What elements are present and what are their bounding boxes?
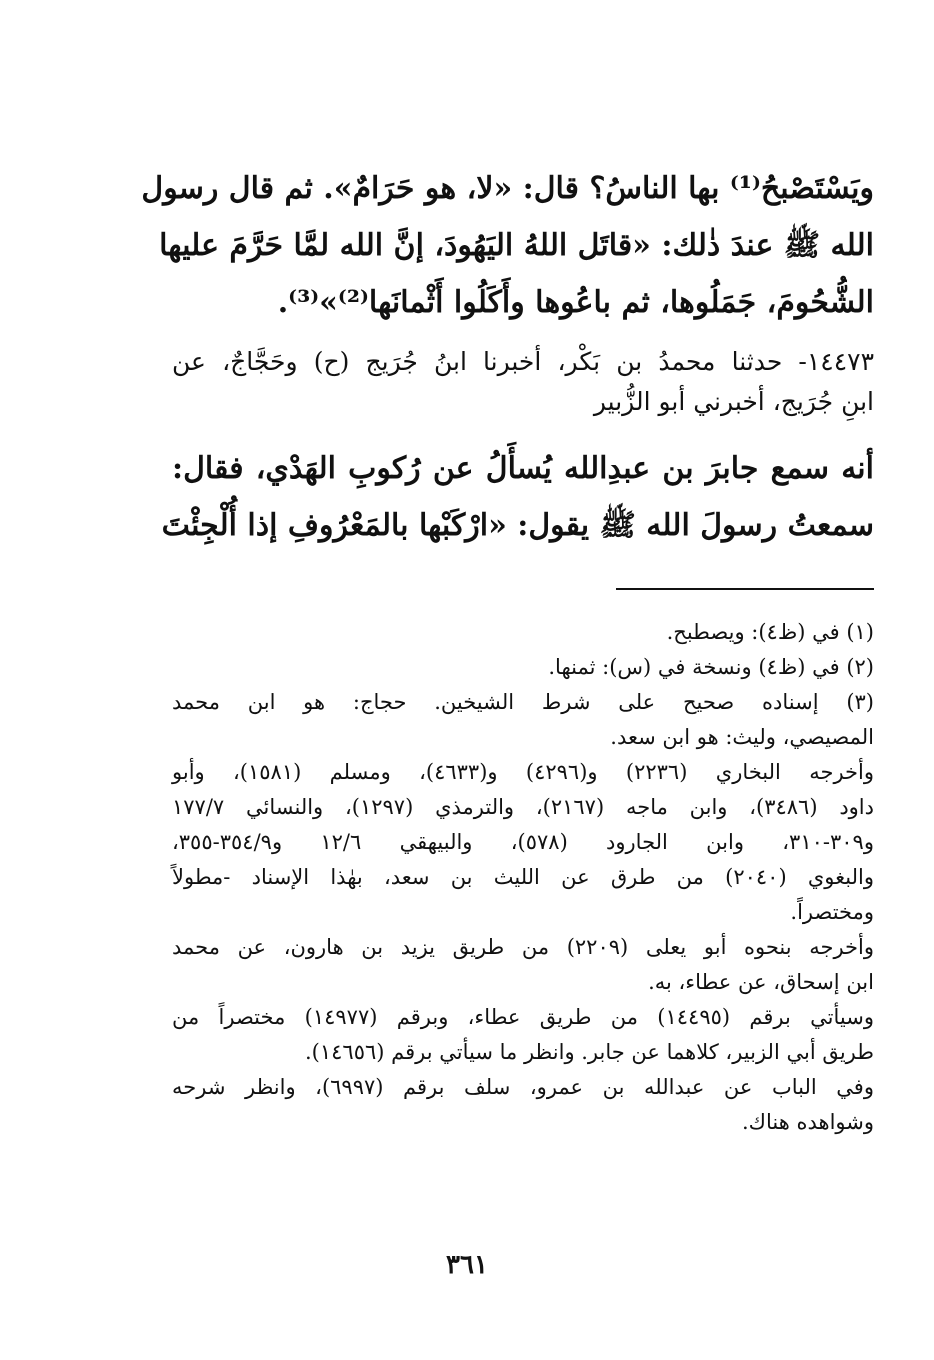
page-number: ٣٦١ [446,1250,488,1280]
footnote-line: داود (٣٤٨٦)، وابن ماجه (٢١٦٧)، والترمذي (١٢٩٧)، والنسائي ١٧٧/٧ [172,795,874,819]
footnote-separator [616,588,874,590]
footnote-line: وسيأتي برقم (١٤٤٩٥) من طريق عطاء، وبرقم (١٤٩٧٧) مختصراً من [172,1005,874,1029]
text-line: أنه سمع جابرَ بن عبدِالله يُسأَلُ عن رُكوبِ الهَدْي، فقال: [172,451,874,486]
footnote-line: و٣٠٩-٣١٠، وابن الجارود (٥٧٨)، والبيهقي ١٢/٦ و٣٥٤/٩-٣٥٥، [172,830,874,854]
text-line: الشُّحُومَ، جَمَلُوها، ثم باعُوها وأَكَلُوا أَثْمانَها⁽²⁾»⁽³⁾. [277,285,874,320]
footnote-line: (١) في (ظ٤): ويصطبح. [666,620,874,644]
footnote-line: طريق أبي الزبير، كلاهما عن جابر. وانظر ما سيأتي برقم (١٤٦٥٦). [305,1040,874,1064]
text-line: ابنِ جُرَيج، أخبرني أبو الزُّبير [593,387,874,416]
footnote-line: وأخرجه البخاري (٢٢٣٦) و(٤٢٩٦) و(٤٦٣٣)، ومسلم (١٥٨١)، وأبو [172,760,875,784]
footnote-line: (٢) في (ظ٤) ونسخة في (س): ثمنها. [548,655,874,679]
text-line: ويَسْتَصْبحُ⁽¹⁾ بها الناسُ؟ قال: «لا، هو حَرَامٌ». ثم قال رسول [141,171,874,206]
footnote-line: (٣) إسناده صحيح على شرط الشيخين. حجاج: هو ابن محمد [172,690,874,714]
hadith-header [172,342,874,422]
footnote-line: وفي الباب عن عبدالله بن عمرو، سلف برقم (٦٩٩٧)، وانظر شرحه [172,1075,874,1099]
footnote-line: المصيصي، وليث: هو ابن سعد. [610,725,874,749]
footnote-line: ابن إسحاق، عن عطاء، به. [648,970,874,994]
text-line: ١٤٤٧٣- حدثنا محمدُ بن بَكْر، أخبرنا ابنُ جُرَيج (ح) وحَجَّاجٌ، عن [172,347,874,376]
footnote-line: وشواهده هناك. [742,1110,874,1134]
text-line: الله ﷺ عندَ ذٰلك: «قاتَل اللهُ اليَهُودَ، إنَّ الله لمَّا حَرَّمَ عليها [159,228,874,263]
text-line: سمعتُ رسولَ الله ﷺ يقول: «ارْكَبْها بالمَعْرُوفِ إذا أُلْجِئْتَ [161,508,874,543]
footnote-line: والبغوي (٢٠٤٠) من طرق عن الليث بن سعد، بهٰذا الإسناد -مطولاً [172,865,874,889]
footnote-line: ومختصراً. [790,900,874,924]
main-text-paragraph-2 [161,440,874,554]
main-text-paragraph-1 [141,160,874,331]
footnote-line: وأخرجه بنحوه أبو يعلى (٢٢٠٩) من طريق يزيد بن هارون، عن محمد [172,935,874,959]
footnotes [172,615,874,1140]
